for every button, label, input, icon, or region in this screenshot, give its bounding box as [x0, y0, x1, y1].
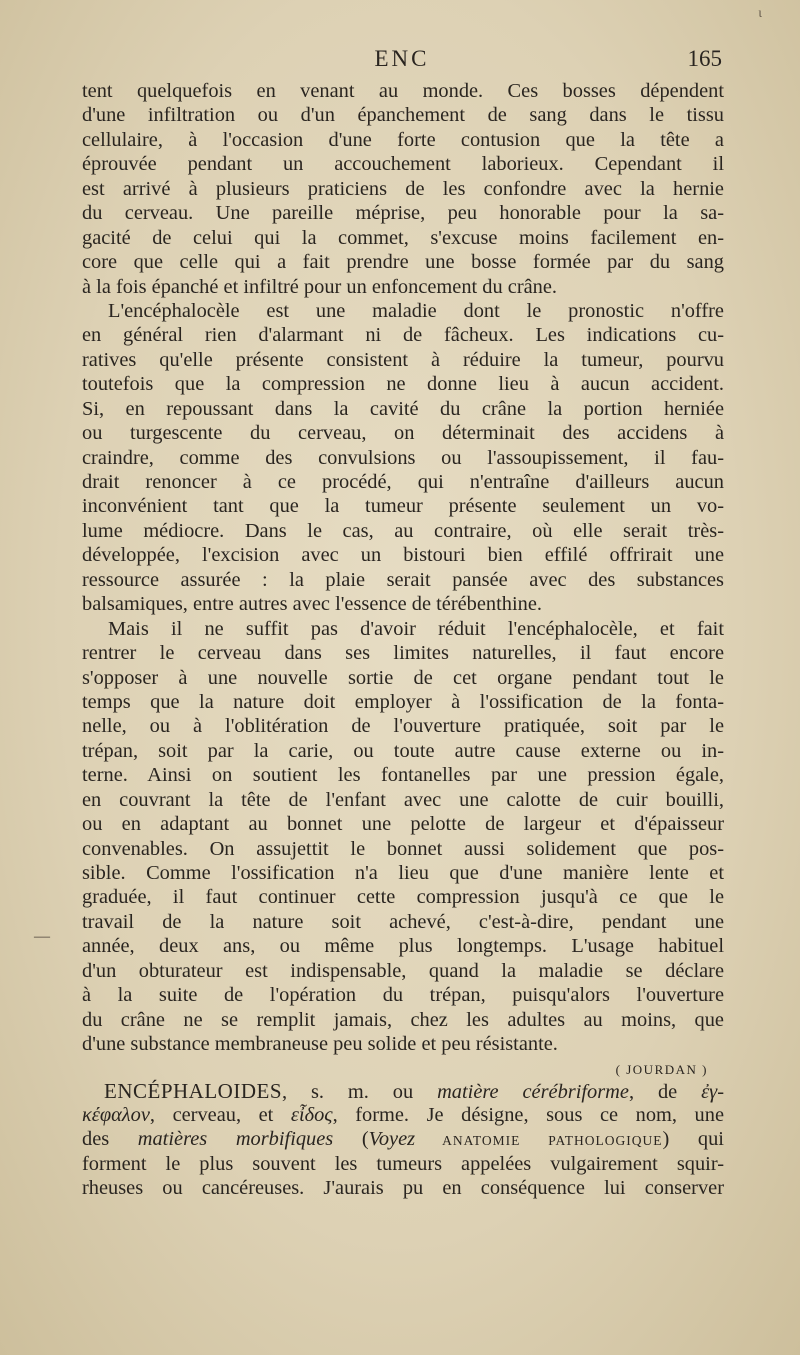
running-head: ENC — [374, 46, 430, 71]
text-line: inconvénient tant que la tumeur présente seulement un vo- — [82, 495, 724, 518]
text-line — [82, 1127, 724, 1151]
text-line: gacité de celui qui la commet, s'excuse moins facilement en- — [82, 226, 724, 249]
text-line: s'opposer à une nouvelle sortie de cet organe pendant tout le — [82, 666, 724, 689]
text-line: ratives qu'elle présente consistent à réduire la tumeur, pourvu — [82, 348, 724, 371]
paragraph — [82, 79, 724, 299]
cross-reference: ANATOMIE PATHOLOGIQUE — [415, 1133, 663, 1149]
text-line: à la fois épanché et infiltré pour un enfoncement du crâne. — [82, 275, 558, 298]
text-line — [82, 1103, 724, 1127]
text-line: drait renoncer à ce procédé, qui n'entraîne d'ailleurs aucun — [82, 471, 724, 493]
text-line: toutefois que la compression ne donne lieu à aucun accident. — [82, 373, 724, 396]
entry-text: ) qui — [662, 1128, 724, 1151]
text-line: rheuses ou cancéreuses. J'aurais pu en conséquence lui conserver — [82, 1177, 724, 1200]
text-line: nelle, ou à l'oblitération de l'ouverture pratiquée, soit par le — [82, 715, 724, 738]
text-line: trépan, soit par la carie, ou toute autre cause externe ou in- — [82, 739, 724, 762]
greek-text: κέφαλον — [82, 1103, 150, 1126]
text-line: Si, en repoussant dans la cavité du crâne la portion herniée — [82, 397, 724, 420]
text-line: ressource assurée : la plaie serait pansée avec des substances — [82, 568, 724, 591]
text-line: à la suite de l'opération du trépan, puisqu'alors l'ouverture — [82, 984, 724, 1007]
text-line: terne. Ainsi on soutient les fontanelles par une pression égale, — [82, 764, 724, 787]
entry-text: , de — [628, 1080, 702, 1103]
text-line: du cerveau. Une pareille méprise, peu honorable pour la sa- — [82, 202, 724, 225]
text-line: développée, l'excision avec un bistouri bien effilé offrirait une — [82, 544, 724, 567]
text-line: lume médiocre. Dans le cas, au contraire, où elle serait très- — [82, 519, 724, 542]
text-line: cellulaire, à l'occasion d'une forte contusion que la tête a — [82, 128, 724, 151]
entry-text: des — [82, 1128, 138, 1151]
entry-text: , forme. Je désigne, sous ce nom, une — [332, 1103, 725, 1126]
text-line: tent quelquefois en venant au monde. Ces bosses dépendent — [82, 80, 724, 102]
text-line: forment le plus souvent les tumeurs appelées vulgairement squir- — [82, 1152, 724, 1175]
author-signature: ( JOURDAN ) — [615, 1061, 708, 1077]
entry-text: , cerveau, et — [149, 1103, 291, 1126]
text-line: graduée, il faut continuer cette compression jusqu'à ce que le — [82, 886, 724, 909]
entry-italic-text: Voyez — [368, 1128, 416, 1151]
entry-italic-text: matière cérébriforme — [437, 1080, 629, 1103]
text-line: rentrer le cerveau dans ses limites naturelles, il faut encore — [82, 642, 724, 665]
text-line: balsamiques, entre autres avec l'essence de térébenthine. — [82, 593, 542, 616]
entry-text: , s. m. ou — [282, 1080, 438, 1103]
entry-italic-text: matières morbifiques — [137, 1128, 334, 1151]
text-line: d'une infiltration ou d'un épanchement de sang dans le tissu — [82, 104, 724, 127]
entry-text: ( — [333, 1128, 369, 1151]
text-line: année, deux ans, ou même plus longtemps. L'usage habituel — [82, 935, 724, 958]
page-header — [82, 46, 722, 76]
text-line: sible. Comme l'ossification n'a lieu que d'une manière lente et — [82, 862, 724, 884]
greek-text: ἐγ- — [701, 1080, 724, 1103]
entry-headword: ENCÉPHALOIDES — [104, 1078, 282, 1103]
text-line: temps que la nature doit employer à l'ossification de la fonta- — [82, 690, 724, 713]
text-line: en général rien d'alarmant ni de fâcheux. Les indications cu- — [82, 324, 724, 347]
text-line: est arrivé à plusieurs praticiens de les confondre avec la hernie — [82, 177, 724, 200]
text-line: en couvrant la tête de l'enfant avec une calotte de cuir bouilli, — [82, 788, 724, 811]
text-line: craindre, comme des convulsions ou l'assoupissement, il fau- — [82, 446, 724, 469]
margin-mark: — — [34, 928, 50, 945]
page-number: 165 — [687, 46, 722, 71]
text-line: ou en adaptant au bonnet une pelotte de largeur et d'épaisseur — [82, 813, 724, 836]
text-line — [82, 1079, 724, 1103]
text-line: du crâne ne se remplit jamais, chez les adultes au moins, que — [82, 1008, 724, 1031]
paragraph — [82, 617, 724, 1057]
margin-mark: ι — [758, 6, 762, 21]
text-line: L'encéphalocèle est une maladie dont le pronostic n'offre — [108, 299, 724, 322]
text-line: travail de la nature soit achevé, c'est-à-dire, pendant une — [82, 910, 724, 933]
text-line: Mais il ne suffit pas d'avoir réduit l'encéphalocèle, et fait — [108, 617, 724, 640]
text-line: ou turgescente du cerveau, on déterminait des accidens à — [82, 422, 724, 445]
text-body — [82, 79, 724, 1201]
dictionary-entry — [82, 1079, 724, 1201]
text-line: d'une substance membraneuse peu solide et peu résistante. — [82, 1033, 558, 1056]
text-line: convenables. On assujettit le bonnet aussi solidement que pos- — [82, 837, 724, 860]
text-line: core que celle qui a fait prendre une bosse formée par du sang — [82, 251, 724, 274]
paragraph — [82, 299, 724, 617]
text-line: d'un obturateur est indispensable, quand la maladie se déclare — [82, 959, 724, 982]
text-line: éprouvée pendant un accouchement laborieux. Cependant il — [82, 153, 724, 176]
greek-text: εἶδος — [290, 1103, 333, 1126]
